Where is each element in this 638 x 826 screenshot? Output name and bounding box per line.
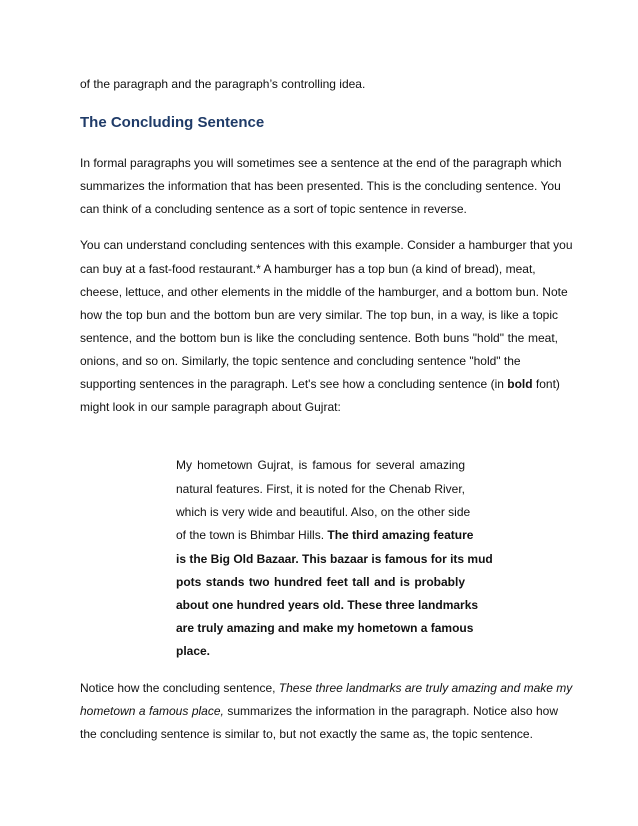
bold-word: bold: [507, 377, 533, 391]
para3-line: Notice how the concluding sentence, These three landmarks are truly amazing and make my: [80, 681, 573, 695]
para3-line: hometown a famous place, summarizes the information in the paragraph. Notice also how: [80, 704, 558, 718]
sample-line: which is very wide and beautiful. Also, on the other side: [176, 505, 471, 519]
para1-line: In formal paragraphs you will sometimes see a sentence at the end of the paragraph which: [80, 156, 562, 170]
para1-line: can think of a concluding sentence as a sort of topic sentence in reverse.: [80, 202, 467, 216]
para2-line: supporting sentences in the paragraph. Let's see how a concluding sentence (in bold font): [80, 377, 560, 391]
concluding-sentence-bold: The third amazing feature: [327, 528, 474, 542]
concluding-sentence-bold: about one hundred years old. These three landmarks: [176, 598, 479, 612]
para2-line: might look in our sample paragraph about Gujrat:: [80, 400, 341, 414]
para2-line: sentence, and the bottom bun is like the concluding sentence. Both buns "hold" the meat,: [80, 331, 558, 345]
concluding-sentence-bold: place.: [176, 644, 211, 658]
quoted-sentence-italic: These three landmarks are truly amazing and make my: [278, 681, 573, 695]
para3-line: the concluding sentence is similar to, but not exactly the same as, the topic sentence.: [80, 727, 533, 741]
sample-line: natural features. First, it is noted for the Chenab River,: [176, 482, 465, 496]
sample-line: of the town is Bhimbar Hills. The third amazing feature: [176, 528, 474, 542]
para2-line: can buy at a fast-food restaurant.* A hamburger has a top bun (a kind of bread), meat,: [80, 262, 536, 276]
concluding-sentence-bold: is the Big Old Bazaar. This bazaar is famous for its mud: [176, 552, 493, 566]
quoted-sentence-italic: hometown a famous place,: [80, 704, 224, 718]
para2-line: You can understand concluding sentences with this example. Consider a hamburger that you: [80, 238, 573, 252]
section-heading: The Concluding Sentence: [80, 114, 265, 131]
concluding-sentence-bold: are truly amazing and make my hometown a famous: [176, 621, 474, 635]
para2-line: onions, and so on. Similarly, the topic sentence and concluding sentence "hold" the: [80, 354, 521, 368]
para2-line: how the top bun and the bottom bun are very similar. The top bun, in a way, is like a topic: [80, 308, 558, 322]
sample-line: My hometown Gujrat, is famous for several amazing: [176, 458, 465, 472]
para2-line: cheese, lettuce, and other elements in the middle of the hamburger, and a bottom bun. Note: [80, 285, 568, 299]
concluding-sentence-bold: pots stands two hundred feet tall and is probably: [176, 575, 465, 589]
continuation-line: of the paragraph and the paragraph’s controlling idea.: [80, 77, 366, 91]
para1-line: summarizes the information that has been presented. This is the concluding sentence. You: [80, 179, 561, 193]
